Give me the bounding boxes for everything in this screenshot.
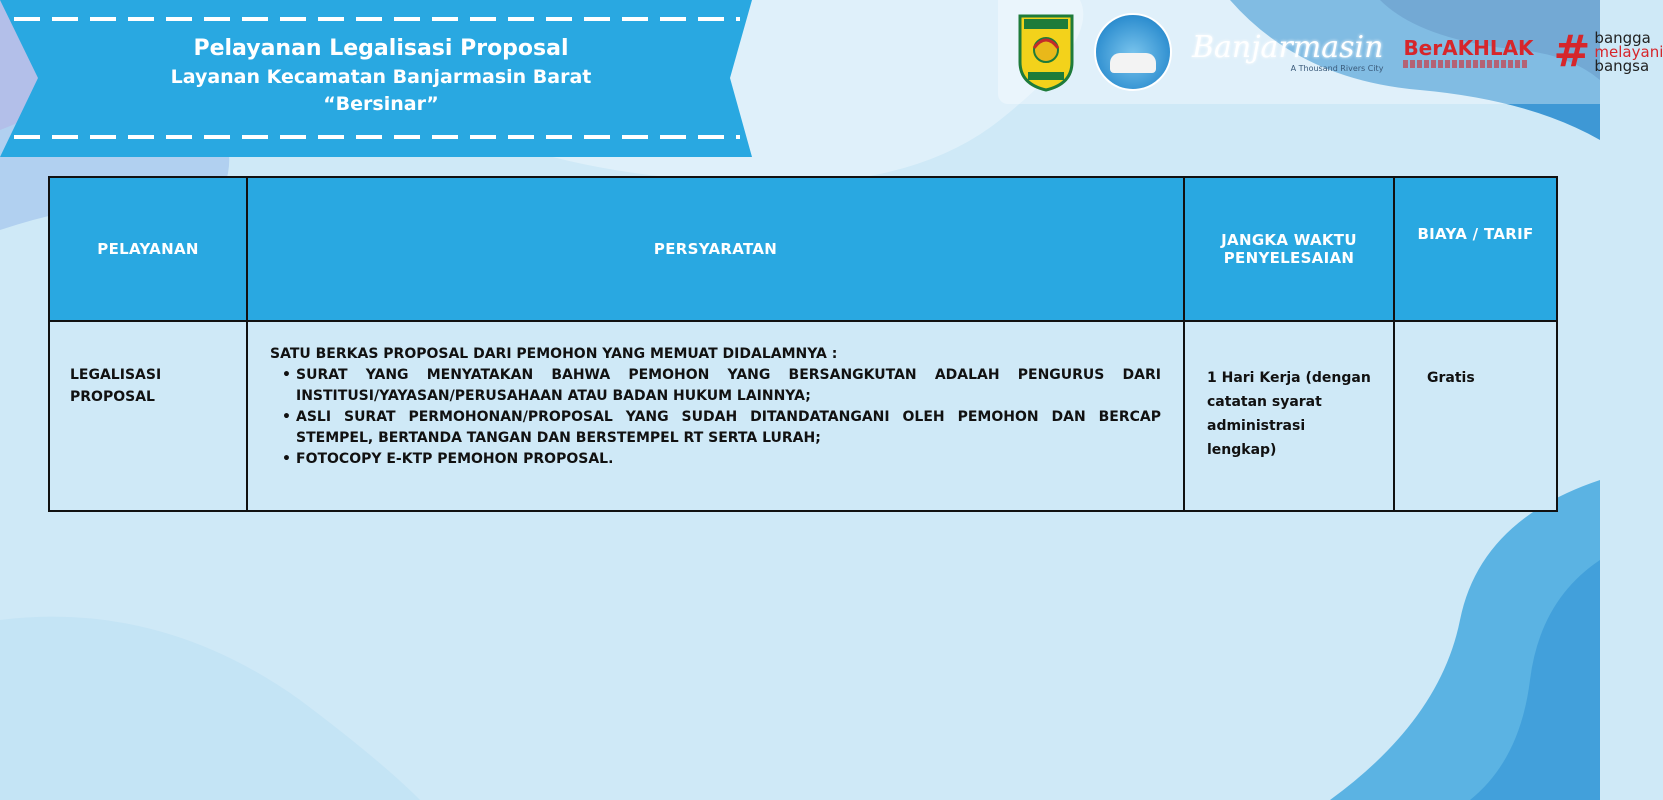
cell-duration: 1 Hari Kerja (dengan catatan syarat administrasi lengkap) xyxy=(1184,321,1394,511)
logo-strip xyxy=(998,0,1663,104)
list-item: • FOTOCOPY E-KTP PEMOHON PROPOSAL. xyxy=(270,449,1161,470)
service-table xyxy=(48,176,1558,512)
bangga-word: bangga xyxy=(1594,29,1651,47)
hashtag-icon: # xyxy=(1553,26,1591,77)
page-title: Pelayanan Legalisasi Proposal xyxy=(193,35,569,61)
berakhlak-text: BerAKHLAK xyxy=(1403,36,1534,60)
shield-icon xyxy=(1018,12,1074,92)
cell-service: LEGALISASI PROPOSAL xyxy=(49,321,247,511)
banjarmasin-city-logo xyxy=(1192,29,1384,73)
header-duration: JANGKA WAKTU PENYELESAIAN xyxy=(1184,177,1394,321)
bangsa-word: bangsa xyxy=(1594,57,1650,75)
table-row xyxy=(49,321,1557,511)
header-requirements: PERSYARATAN xyxy=(247,177,1184,321)
berakhlak-logo xyxy=(1403,36,1533,68)
header-fee xyxy=(1394,177,1557,321)
emblem-icon xyxy=(1094,13,1172,91)
page-subtitle: Layanan Kecamatan Banjarmasin Barat xyxy=(170,65,592,88)
kecamatan-round-logo xyxy=(1094,13,1172,91)
list-item: • ASLI SURAT PERMOHONAN/PROPOSAL YANG SUDAH DITANDATANGANI OLEH PEMOHON DAN BERCAP STEMPEL, BERTANDA TANGAN DAN BERSTEMPEL RT SERTA LURAH; xyxy=(270,407,1161,449)
city-slogan-text: A Thousand Rivers City xyxy=(1290,63,1384,73)
city-script-text: Banjarmasin xyxy=(1192,29,1384,65)
banjarmasin-shield-logo xyxy=(1018,12,1074,92)
bangga-melayani-bangsa-logo xyxy=(1553,26,1663,77)
cell-requirements xyxy=(247,321,1184,511)
requirements-list xyxy=(270,365,1161,470)
header-fee-label: BIAYA / TARIF xyxy=(1417,225,1534,243)
header-service: PELAYANAN xyxy=(49,177,247,321)
melayani-word: melayani xyxy=(1594,43,1663,61)
page-tagline: “Bersinar” xyxy=(323,92,439,115)
cell-fee: Gratis xyxy=(1394,321,1557,511)
table-header-row xyxy=(49,177,1557,321)
berakhlak-tagline-decoration xyxy=(1403,60,1529,68)
list-item: • SURAT YANG MENYATAKAN BAHWA PEMOHON YANG BERSANGKUTAN ADALAH PENGURUS DARI INSTITUSI/YAYASAN/PERUSAHAAN ATAU BADAN HUKUM LAINNYA; xyxy=(270,365,1161,407)
header-banner xyxy=(0,0,752,157)
requirements-intro: SATU BERKAS PROPOSAL DARI PEMOHON YANG MEMUAT DIDALAMNYA : xyxy=(270,346,838,362)
